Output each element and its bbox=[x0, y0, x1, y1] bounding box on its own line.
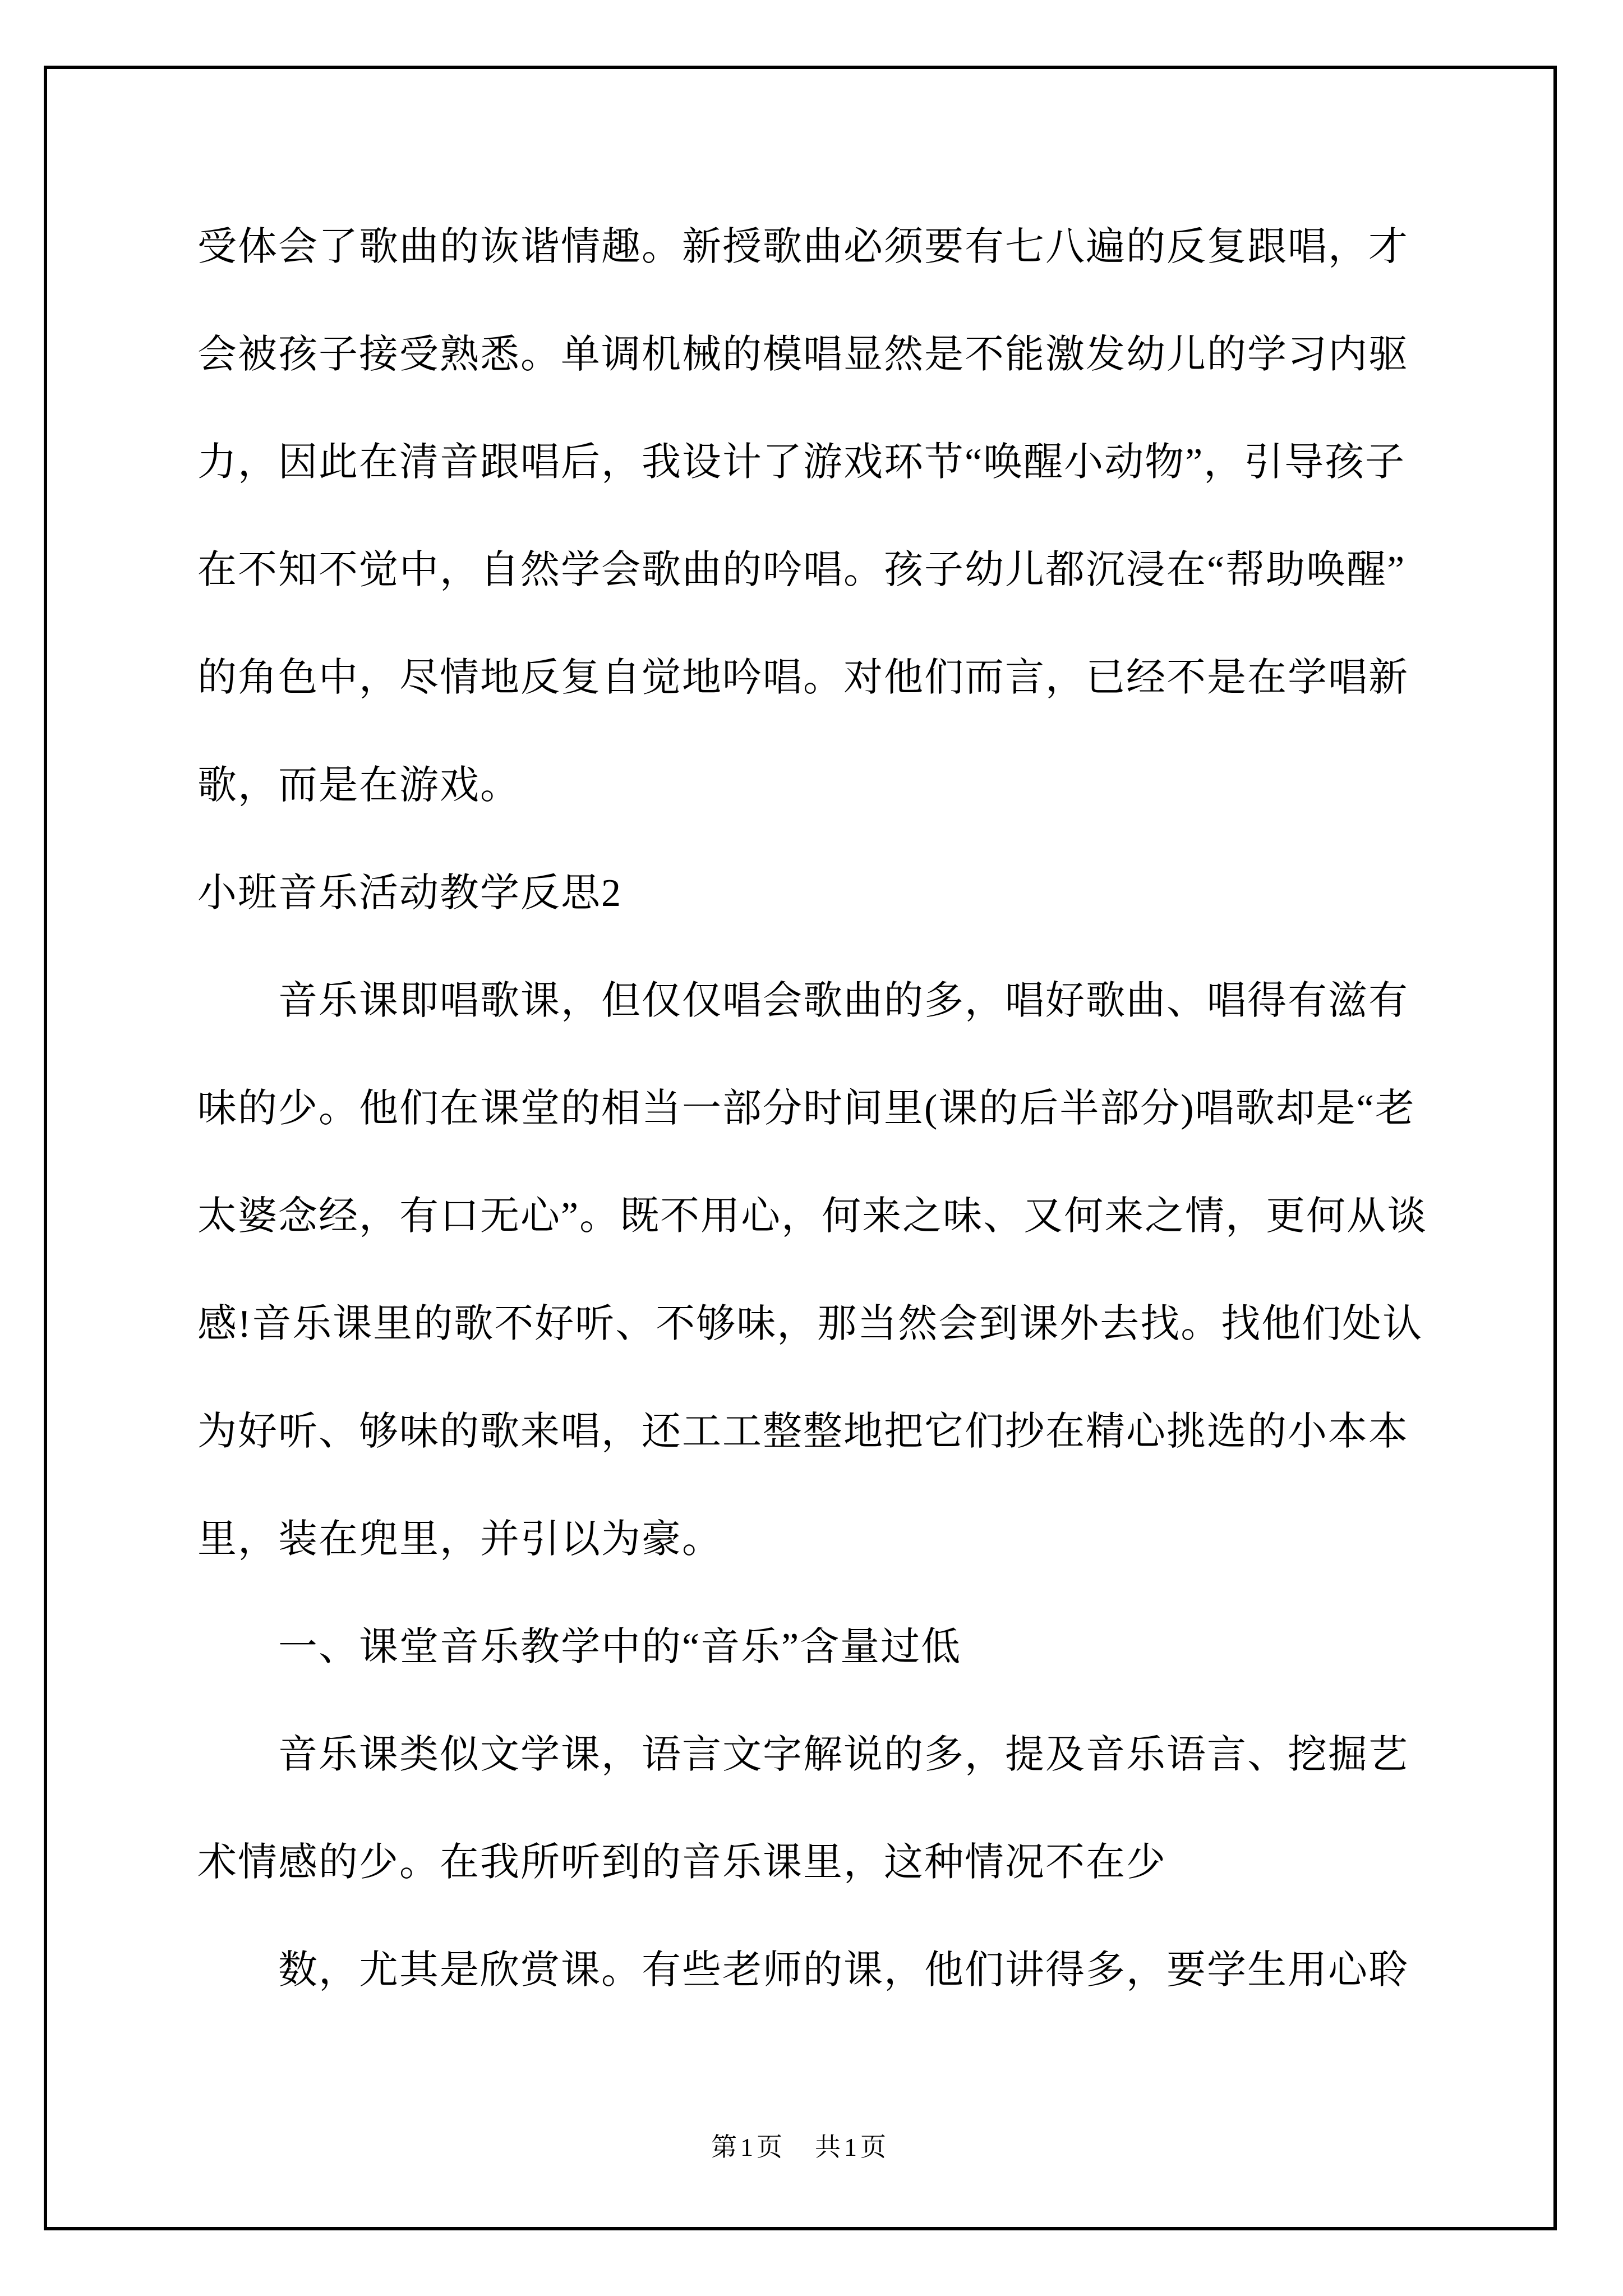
text-line: 感!音乐课里的歌不好听、不够味，那当然会到课外去找。找他们处认 bbox=[197, 1303, 1423, 1346]
text-line: 数，尤其是欣赏课。有些老师的课，他们讲得多，要学生用心聆 bbox=[278, 1949, 1409, 1992]
text-line: 会被孩子接受熟悉。单调机械的模唱显然是不能激发幼儿的学习内驱 bbox=[197, 333, 1409, 376]
text-line: 太婆念经，有口无心”。既不用心，何来之味、又何来之情，更何从谈 bbox=[197, 1195, 1428, 1238]
text-line: 的角色中，尽情地反复自觉地吟唱。对他们而言，已经不是在学唱新 bbox=[197, 656, 1409, 700]
text-line: 音乐课即唱歌课，但仅仅唱会歌曲的多，唱好歌曲、唱得有滋有 bbox=[278, 979, 1409, 1023]
page-number-footer: 第1页 共1页 bbox=[711, 2133, 889, 2161]
text-line: 歌，而是在游戏。 bbox=[197, 764, 520, 807]
text-line: 为好听、够味的歌来唱，还工工整整地把它们抄在精心挑选的小本本 bbox=[197, 1410, 1409, 1453]
text-line: 受体会了歌曲的诙谐情趣。新授歌曲必须要有七八遍的反复跟唱，才 bbox=[197, 226, 1409, 269]
text-line: 音乐课类似文学课，语言文字解说的多，提及音乐语言、挖掘艺 bbox=[278, 1733, 1409, 1777]
text-line: 力，因此在清音跟唱后，我设计了游戏环节“唤醒小动物”，引导孩子 bbox=[197, 441, 1406, 484]
document-body bbox=[197, 194, 1487, 2024]
text-line: 里，装在兜里，并引以为豪。 bbox=[197, 1518, 722, 1561]
text-line: 在不知不觉中，自然学会歌曲的吟唱。孩子幼儿都沉浸在“帮助唤醒” bbox=[197, 549, 1406, 592]
text-line: 味的少。他们在课堂的相当一部分时间里(课的后半部分)唱歌却是“老 bbox=[197, 1087, 1415, 1130]
section-heading: 小班音乐活动教学反思2 bbox=[197, 872, 622, 915]
text-line: 术情感的少。在我所听到的音乐课里，这种情况不在少 bbox=[197, 1841, 1166, 1884]
section-heading: 一、课堂音乐教学中的“音乐”含量过低 bbox=[278, 1626, 962, 1669]
